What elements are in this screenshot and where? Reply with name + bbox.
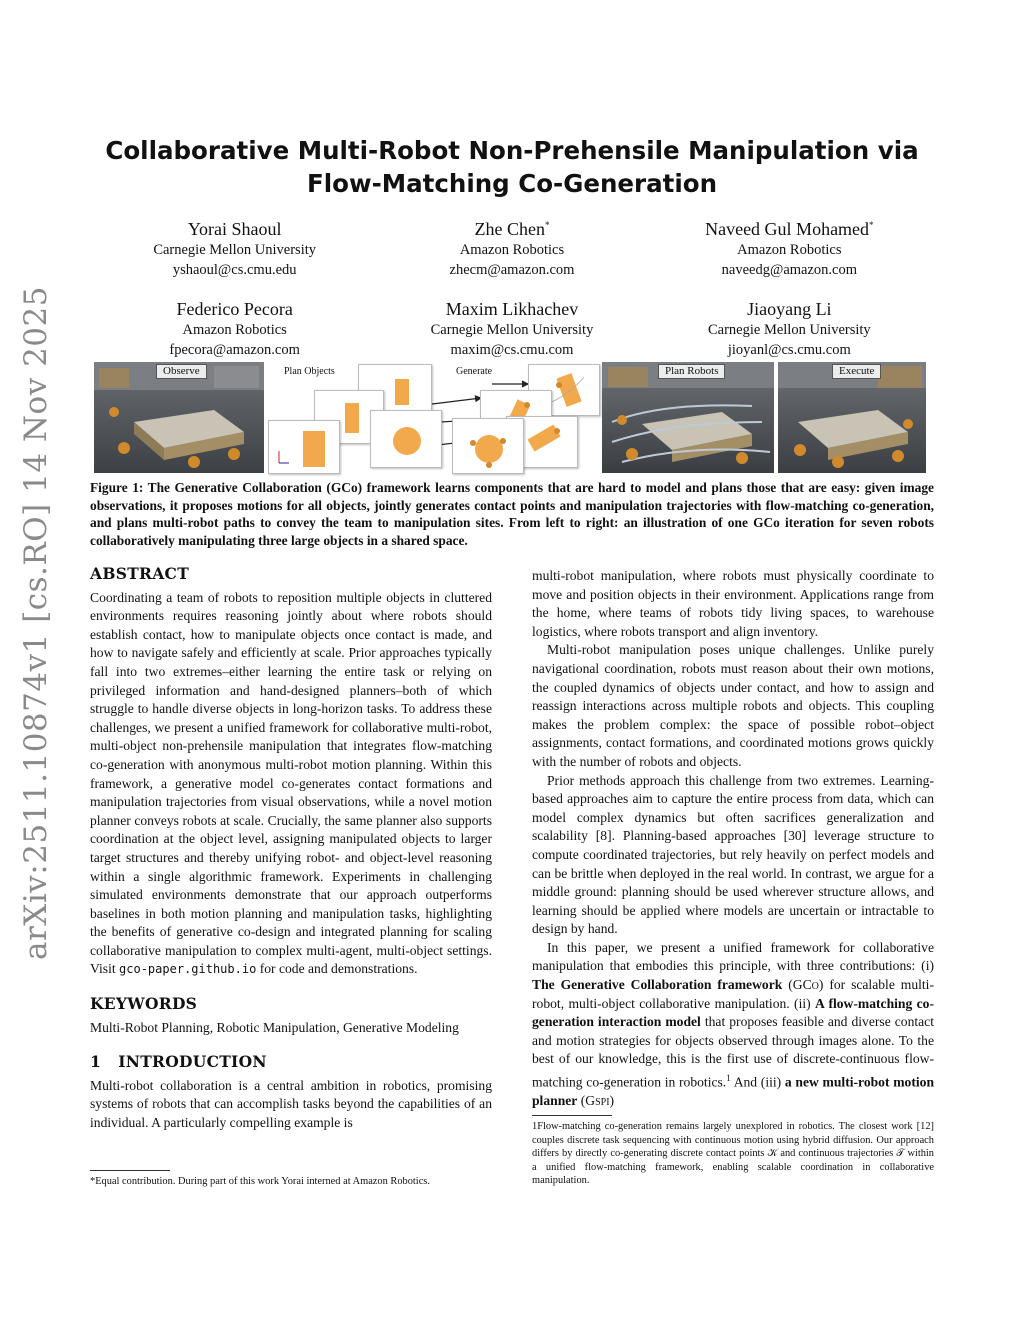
introduction-heading [90,1053,492,1072]
right-paragraph-4 [532,939,934,1111]
author-affiliation: Carnegie Mellon University [153,242,316,258]
stage-label-plan-robots: Plan Robots [658,364,725,379]
footnote-marker[interactable]: 1 [726,1073,731,1084]
left-footnote-rule [90,1170,170,1171]
author-1 [96,214,373,280]
left-footnote: *Equal contribution. During part of this work Yorai interned at Amazon Robotics. [90,1176,430,1187]
object-plot-3 [269,421,339,473]
figure-caption: Figure 1: The Generative Collaboration (GCo) framework learns components that are hard to model and plans those that are easy: given image observations, it proposes motions for all objects, jointly generates contact points and manipulation trajectories with flow-matching co-generation, and plans multi-robot paths to convey the team to manipulation sites. From left to right: an illustration of one GCo iteration for seven robots collaboratively manipulating three large objects in a shared space. [90,480,934,548]
execute-photo [778,362,926,473]
right-footnote: 1Flow-matching co-generation remains largely unexplored in robotics. The closest work [12] couples discrete task sequencing with continuous motion using hybrid diffusion. Our approach differs by directly co-generating discrete contact points 𝒦 and continuous trajectories 𝒯 within a unified flow-matching framework, enabling scalable coordination in collaborative manipulation. [532,1121,934,1187]
arxiv-identifier: arXiv:2511.10874v1 [cs.RO] 14 Nov 2025 [18,286,54,960]
generated-card-4 [452,418,524,474]
abstract-text: Coordinating a team of robots to reposition multiple objects in cluttered environments requires reasoning jointly about where robots should establish contact, how to manipulate objects once contact is made, and how to navigate safely and efficiently at scale. Prior approaches typically fall into two extremes–either learning the entire task or relying on privileged information and hand-designed planners–both of which struggle to handle diverse objects in long-horizon tasks. To address these challenges, we present a unified framework for collaborative multi-robot, multi-object non-prehensile manipulation that integrates flow-matching co-generation with anonymous multi-robot motion planning. Within this framework, a generative model co-generates contact formations and manipulation trajectories from visual observations, while a novel motion planner conveys robots at scale. Crucially, the same planner also supports coordination at the object level, assigning manipulated objects to larger target structures and thereby unifying robot- and object-level reasoning within a single algorithmic framework. Experiments in challenging simulated environments demonstrate that our approach outperforms baselines in both motion planning and manipulation tasks, highlighting the benefits of generative co-design and integrated planning for scaling collaborative manipulation to complex multi-agent, multi-object settings. Visit [90,589,492,977]
author-3 [651,214,928,280]
observe-photo [94,362,264,473]
author-email[interactable]: jioyanl@cs.cmu.com [727,342,851,358]
author-5 [373,294,650,360]
author-name: Naveed Gul Mohamed [705,219,870,239]
author-email[interactable]: maxim@cs.cmu.com [450,342,574,358]
right-paragraph-1: multi-robot manipulation, where robots must physically coordinate to move and position objects in their environment. Applications range from the home, where teams of robots tidy living spaces, to warehouse logistics, where robots transport and align inventory. [532,568,934,639]
object-card-3 [268,420,340,474]
right-footnote-rule [532,1115,612,1116]
author-name: Jiaoyang Li [747,299,832,319]
contribution-intro: In this paper, we present a unified framework for collaborative manipulation that embodies this principle, with three contributions: (i) [532,939,934,974]
author-4 [96,294,373,360]
author-block [96,214,928,360]
abstract-body [90,589,492,979]
author-affiliation: Amazon Robotics [182,322,287,338]
section-title: INTRODUCTION [118,1052,267,1072]
author-email[interactable]: fpecora@amazon.com [169,342,300,358]
contribution-3-title: a new multi-robot motion planner [532,1074,934,1109]
author-2 [373,214,650,280]
author-affiliation: Carnegie Mellon University [430,322,594,338]
author-affiliation: Amazon Robotics [737,242,842,258]
author-name: Yorai Shaoul [187,219,282,239]
equal-contribution-mark: * [869,220,874,230]
author-affiliation: Carnegie Mellon University [707,322,871,338]
object-plot-4 [371,411,441,467]
object-card-4 [370,410,442,468]
stage-label-generate: Generate [456,366,493,377]
contribution-3-intro: And (iii) [733,1074,782,1090]
section-number: 1 [90,1052,102,1072]
author-6 [651,294,928,360]
author-email[interactable]: naveedg@amazon.com [721,262,857,278]
project-url-link[interactable]: gco-paper.github.io [119,962,257,977]
keywords-list: Multi-Robot Planning, Robotic Manipulation, Generative Modeling [90,1019,459,1035]
contribution-1-title: The Generative Collaboration framework [532,977,783,993]
author-affiliation: Amazon Robotics [459,242,565,258]
gco-acronym: (GCo) [788,977,824,993]
author-email[interactable]: yshaoul@cs.cmu.edu [172,262,297,278]
stage-label-observe: Observe [156,364,207,379]
introduction-paragraph-1: Multi-robot collaboration is a central ambition in robotics, promising systems of robots that can accomplish tasks beyond the capabilities of an individual. A particularly compelling example is [90,1077,492,1131]
keywords-heading: KEYWORDS [90,994,198,1014]
left-column [90,565,492,1133]
gspi-acronym: (Gspi) [580,1093,615,1109]
right-column [532,567,934,1111]
title-line-1: Collaborative Multi-Robot Non-Prehensile Manipulation via [105,136,919,165]
contribution-2-title: A flow-matching co-generation interaction model [532,995,934,1030]
author-name: Maxim Likhachev [445,299,579,319]
plan-robots-photo [602,362,774,473]
contribution-2-text: that proposes feasible and diverse contact and motion strategies for objects observed through images alone. To the best of our knowledge, this is the first use of discrete-continuous flow-matching co-generation in robotics. [532,1014,934,1090]
abstract-tail: for code and demonstrations. [259,961,418,977]
paper-title [90,134,934,200]
stage-label-execute: Execute [832,364,881,379]
generated-plot-4 [453,419,523,473]
teaser-figure [94,362,926,473]
author-email[interactable]: zhecm@amazon.com [449,262,575,278]
equal-contribution-mark: * [544,220,550,230]
author-name: Federico Pecora [176,299,293,319]
title-line-2: Flow-Matching Co-Generation [306,169,718,198]
stage-label-plan-objects: Plan Objects [284,366,335,377]
generation-diagram [266,362,600,473]
right-paragraph-3: Prior methods approach this challenge from two extremes. Learning-based approaches aim to capture the entire process from data, which can model complex dynamics but often sacrifices generalization and scalability [8]. Planning-based approaches [30] leverage structure to compute coordinated trajectories, but rely heavily on perfect models and can be brittle when deployed in the real world. In contrast, we argue for a middle ground: planning should be used wherever structure allows, and learning should be applied where models are uncertain or intractable to design by hand. [532,772,934,937]
right-paragraph-2: Multi-robot manipulation poses unique challenges. Unlike purely navigational coordination, robots must reason about their own motions, the coupled dynamics of objects under contact, and how to assign and reassign interactions across multiple robots and objects. This coupling makes the problem complex: the space of possible robot–object assignments, contact formations, and coordinated motions grows quickly with the number of robots and objects. [532,642,934,769]
abstract-heading: ABSTRACT [90,564,190,583]
contribution-1-text: for scalable multi-robot, multi-object collaborative manipulation. (ii) [532,977,934,1011]
author-name: Zhe Chen [474,219,545,239]
